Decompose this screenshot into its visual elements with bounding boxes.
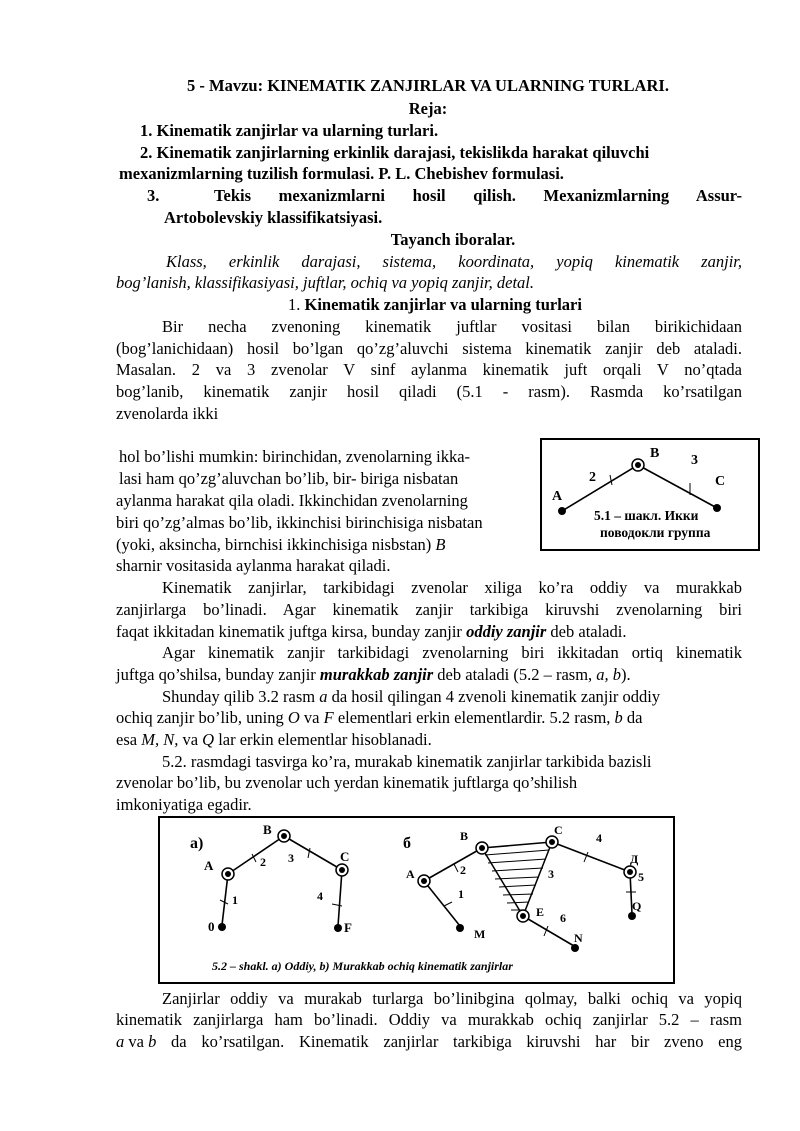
paragraph-line: sharnir vositasida aylanma harakat qiladi. [116, 556, 391, 575]
paragraph-line: zanjirlarga bo’linadi. Agar kinematik zanjir tarkibiga kiruvshi zvenolarning biri [116, 600, 742, 619]
paragraph-text-italic: a, b [596, 665, 622, 684]
figure-5-2-diagram [160, 818, 673, 982]
paragraph-text: da [622, 708, 643, 727]
paragraph-text: faqat ikkitadan kinematik juftga kirsa, bunday zanjir [116, 622, 467, 641]
label-d: Д [630, 852, 639, 866]
keywords-line-2: bog’lanish, klassifikasiyasi, juftlar, ochiq va yopiq zanjir, detal. [116, 273, 534, 292]
paragraph-text: va [299, 708, 324, 727]
figure-5-2-caption: 5.2 – shakl. a) Oddiy, b) Murakkab ochiq kinematik zanjirlar [212, 959, 513, 973]
figure-a-tag: а) [190, 835, 204, 852]
label-c: C [715, 474, 726, 489]
plan-item-2: 2. Kinematik zanjirlarning erkinlik darajasi, tekislikda harakat qiluvchi [140, 143, 650, 162]
paragraph-text: va [178, 730, 203, 749]
figure-5-1-diagram [542, 440, 758, 549]
label-5: 5 [638, 870, 644, 884]
label-3: 3 [548, 867, 554, 881]
term-oddiy-zanjir: oddiy zanjir [466, 622, 547, 641]
element-q [628, 912, 636, 920]
plan-item-3-num: 3. [147, 186, 160, 205]
paragraph-line: zvenolar bo’lib, bu zvenolar uch yerdan kinematik juftlarga qo’shilish [116, 773, 578, 792]
label-c: C [554, 823, 563, 837]
plan-heading: Reja: [408, 99, 448, 118]
paragraph-text: juftga qo’shilsa, bunday zanjir [116, 665, 320, 684]
paragraph-text: elementlari erkin elementlardir. 5.2 rasm, [333, 708, 615, 727]
paragraph-text: va [124, 1032, 149, 1051]
keywords-heading: Tayanch iboralar. [390, 230, 516, 249]
paragraph-line: Masalan. 2 va 3 zvenolar V sinf aylanma kinematik juft orqali V no’qtada [116, 360, 742, 379]
label-1: 1 [232, 893, 238, 907]
plan-item-2-cont: mexanizmlarning tuzilish formulasi. P. L. Chebishev formulasi. [119, 164, 564, 183]
label-a: A [552, 489, 563, 504]
paragraph-line: aylanma harakat qila oladi. Ikkinchidan zvenolarning [116, 491, 468, 510]
paragraph-line [116, 708, 742, 728]
paragraph-text: da ko’rsatilgan. Kinematik zanjirlar tarkibiga kiruvshi har bir zveno eng [156, 1032, 742, 1051]
paragraph-text: ochiq zanjir bo’lib, uning [116, 708, 288, 727]
paragraph-text: ). [621, 665, 631, 684]
figure-5-1 [540, 438, 760, 551]
paragraph-text-italic: a [116, 1032, 125, 1051]
paragraph-text: lar erkin elementlar hisoblanadi. [214, 730, 432, 749]
paragraph-text: deb ataladi (5.2 – rasm, [433, 665, 597, 684]
figure-5-2 [158, 816, 675, 984]
link-3 [638, 465, 717, 508]
label-b: B [263, 822, 272, 837]
joint-a [558, 507, 566, 515]
label-1: 1 [458, 887, 464, 901]
paragraph-text: (yoki, aksincha, birnchisi ikkinchisiga nisbstan) [116, 535, 436, 554]
element-m [456, 924, 464, 932]
keywords-line-1: Klass, erkinlik darajasi, sistema, koordinata, yopiq kinematik zanjir, [166, 252, 742, 271]
paragraph-line: lasi ham qo’zg’aluvchan bo’lib, bir- biriga nisbatan [119, 469, 459, 488]
paragraph-line: Kinematik zanjirlar, tarkibidagi zvenolar xiliga ko’ra oddiy va murakkab [162, 578, 742, 597]
paragraph-text: deb ataladi. [546, 622, 627, 641]
paragraph-line: imkoniyatiga egadir. [116, 795, 252, 814]
paragraph-line [116, 535, 446, 555]
joint-c [713, 504, 721, 512]
paragraph-text-italic: B [435, 535, 446, 554]
paragraph-line [116, 1032, 742, 1052]
figure-5-1-caption-1: 5.1 – шакл. Икки [594, 508, 699, 523]
paragraph-line [116, 665, 631, 685]
page-title: 5 - Mavzu: KINEMATIK ZANJIRLAR VA ULARNING TURLARI. [187, 76, 669, 95]
label-m: M [474, 927, 486, 941]
label-2: 2 [460, 863, 466, 877]
label-c: C [340, 849, 350, 864]
paragraph-text-italic: Q [202, 730, 215, 749]
paragraph-line: hol bo’lishi mumkin: birinchidan, zvenolarning ikka- [119, 447, 471, 466]
label-4: 4 [596, 831, 602, 845]
paragraph-text-italic: a [319, 687, 328, 706]
paragraph-line: zvenolarda ikki [116, 404, 219, 423]
paragraph-line: Bir necha zvenoning kinematik juftlar vositasi bilan birikichidaan [162, 317, 742, 336]
label-b: B [460, 829, 469, 843]
element-o [218, 923, 226, 931]
paragraph-text-italic: F [323, 708, 334, 727]
label-2: 2 [260, 855, 266, 869]
paragraph-text-italic: b [614, 708, 623, 727]
figure-b-tag: б [403, 835, 411, 852]
paragraph-text-italic: b [148, 1032, 157, 1051]
section-heading [0, 295, 800, 315]
link-2 [562, 465, 638, 511]
paragraph-text: esa [116, 730, 142, 749]
paragraph-line [162, 687, 660, 707]
plan-item-1: 1. Kinematik zanjirlar va ularning turlari. [140, 121, 439, 140]
label-a: A [204, 858, 214, 873]
paragraph-line: bog’lanib, kinematik zanjir hosil qiladi (5.1 - rasm). Rasmda ko’rsatilgan [116, 382, 742, 401]
paragraph-text: da hosil qilingan 4 zvenoli kinematik zanjir oddiy [327, 687, 661, 706]
plan-item-3: Tekis mexanizmlarni hosil qilish. Mexanizmlarning Assur- [214, 186, 742, 205]
label-a: A [406, 867, 415, 881]
label-6: 6 [560, 911, 566, 925]
label-f: F [344, 920, 352, 935]
label-2: 2 [589, 470, 596, 485]
figure-5-1-caption-2: поводокли группа [600, 525, 711, 540]
label-3: 3 [288, 851, 294, 865]
paragraph-line [116, 622, 626, 642]
term-murakkab-zanjir: murakkab zanjir [319, 665, 434, 684]
paragraph-line: Agar kinematik zanjir tarkibidagi zvenolarning biri ikkitadan ortiq kinematik [162, 643, 742, 662]
paragraph-line: 5.2. rasmdagi tasvirga ko’ra, murakab kinematik zanjirlar tarkibida bazisli [162, 752, 652, 771]
label-o: 0 [208, 919, 215, 934]
label-4: 4 [317, 889, 323, 903]
label-n: N [574, 931, 583, 945]
paragraph-line: Zanjirlar oddiy va murakab turlarga bo’linibgina qolmay, balki ochiq va yopiq [162, 989, 742, 1008]
label-3: 3 [691, 453, 698, 468]
paragraph-text-italic: O [287, 708, 300, 727]
paragraph-line: (bog’lanichidaan) hosil bo’lgan qo’zg’aluvchi sistema kinematik zanjir deb ataladi. [116, 339, 742, 358]
element-f [334, 924, 342, 932]
section-number: 1. [288, 295, 305, 314]
paragraph-text: Shunday qilib 3.2 rasm [162, 687, 320, 706]
paragraph-line: biri qo’zg’almas bo’lib, ikkinchisi birinchisiga nisbatan [116, 513, 483, 532]
paragraph-text-italic: M, N, [141, 730, 179, 749]
plan-item-3-cont: Artobolevskiy klassifikatsiyasi. [164, 208, 383, 227]
section-title: Kinematik zanjirlar va ularning turlari [304, 295, 582, 314]
paragraph-line: kinematik zanjirlarga ham bo’linadi. Oddiy va murakkab ochiq zanjirlar 5.2 – rasm [116, 1010, 742, 1029]
paragraph-line [116, 730, 432, 750]
label-q: Q [632, 899, 642, 913]
label-e: E [536, 905, 545, 919]
label-b: B [650, 446, 660, 461]
element-n [571, 944, 579, 952]
